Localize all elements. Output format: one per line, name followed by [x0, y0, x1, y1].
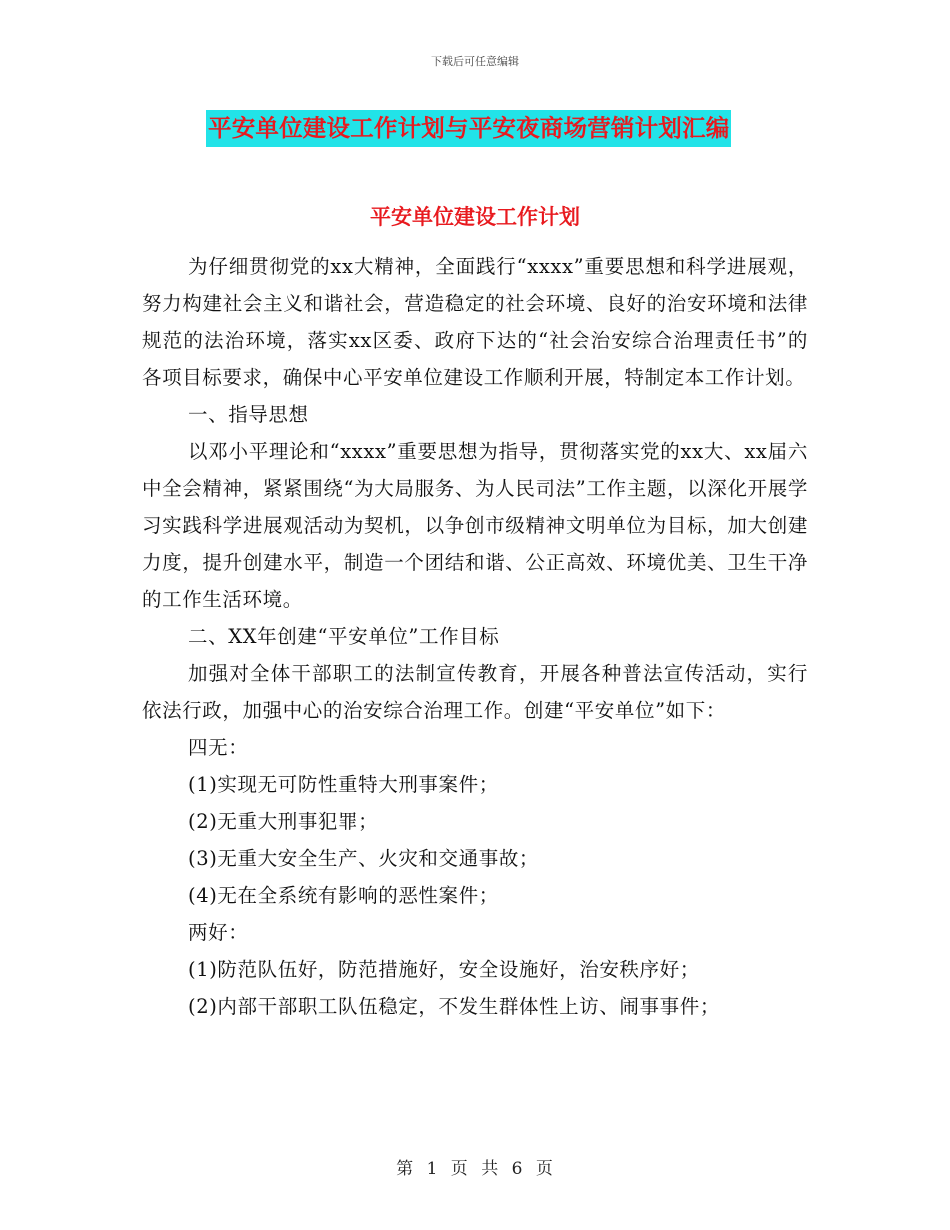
footer-suffix: 页	[535, 1159, 554, 1179]
list-item: (4)无在全系统有影响的恶性案件；	[188, 884, 499, 907]
intro-paragraph: 为仔细贯彻党的xx大精神，全面践行“xxxx”重要思想和科学进展观，努力构建社会主义和谐社会，营造稳定的社会环境、良好的治安环境和法律规范的法治环境，落实xx区委、政府下达的“社会治安综合治理责任书”的各项目标要求，确保中心平安单位建设工作顺利开展，特制定本工作计划。	[142, 255, 808, 389]
footer-total-word: 共	[481, 1159, 500, 1179]
footer-prefix: 第	[396, 1159, 415, 1179]
list-item: (2)无重大刑事犯罪；	[188, 810, 379, 833]
current-page-number: 1	[426, 1159, 439, 1179]
list-item: 四无：	[188, 736, 249, 759]
list-item: 两好：	[188, 921, 249, 944]
header-note: 下载后可任意编辑	[431, 55, 519, 68]
list-item: (1)防范队伍好，防范措施好，安全设施好，治安秩序好；	[188, 958, 700, 981]
total-page-number: 6	[511, 1159, 524, 1179]
list-item: (1)实现无可防性重特大刑事案件；	[188, 773, 499, 796]
heading-work-goals: 二、XX年创建“平安单位”工作目标	[188, 625, 500, 648]
list-item: (2)内部干部职工队伍稳定，不发生群体性上访、闹事事件；	[188, 995, 720, 1018]
footer-page-word: 页	[450, 1159, 469, 1179]
guiding-ideology-paragraph: 以邓小平理论和“xxxx”重要思想为指导，贯彻落实党的xx大、xx届六中全会精神，紧紧围绕“为大局服务、为人民司法”工作主题，以深化开展学习实践科学进展观活动为契机，以争创市级精神文明单位为目标，加大创建力度，提升创建水平，制造一个团结和谐、公正高效、环境优美、卫生干净的工作生活环境。	[142, 440, 808, 611]
list-item: (3)无重大安全生产、火灾和交通事故；	[188, 847, 540, 870]
document-body	[142, 248, 808, 1025]
document-title: 平安单位建设工作计划与平安夜商场营销计划汇编	[206, 110, 731, 147]
section-title: 平安单位建设工作计划	[370, 204, 580, 229]
work-goals-paragraph: 加强对全体干部职工的法制宣传教育，开展各种普法宣传活动，实行依法行政，加强中心的治安综合治理工作。创建“平安单位”如下：	[142, 662, 808, 722]
page-footer	[0, 1154, 950, 1179]
heading-guiding-ideology: 一、指导思想	[188, 403, 309, 426]
